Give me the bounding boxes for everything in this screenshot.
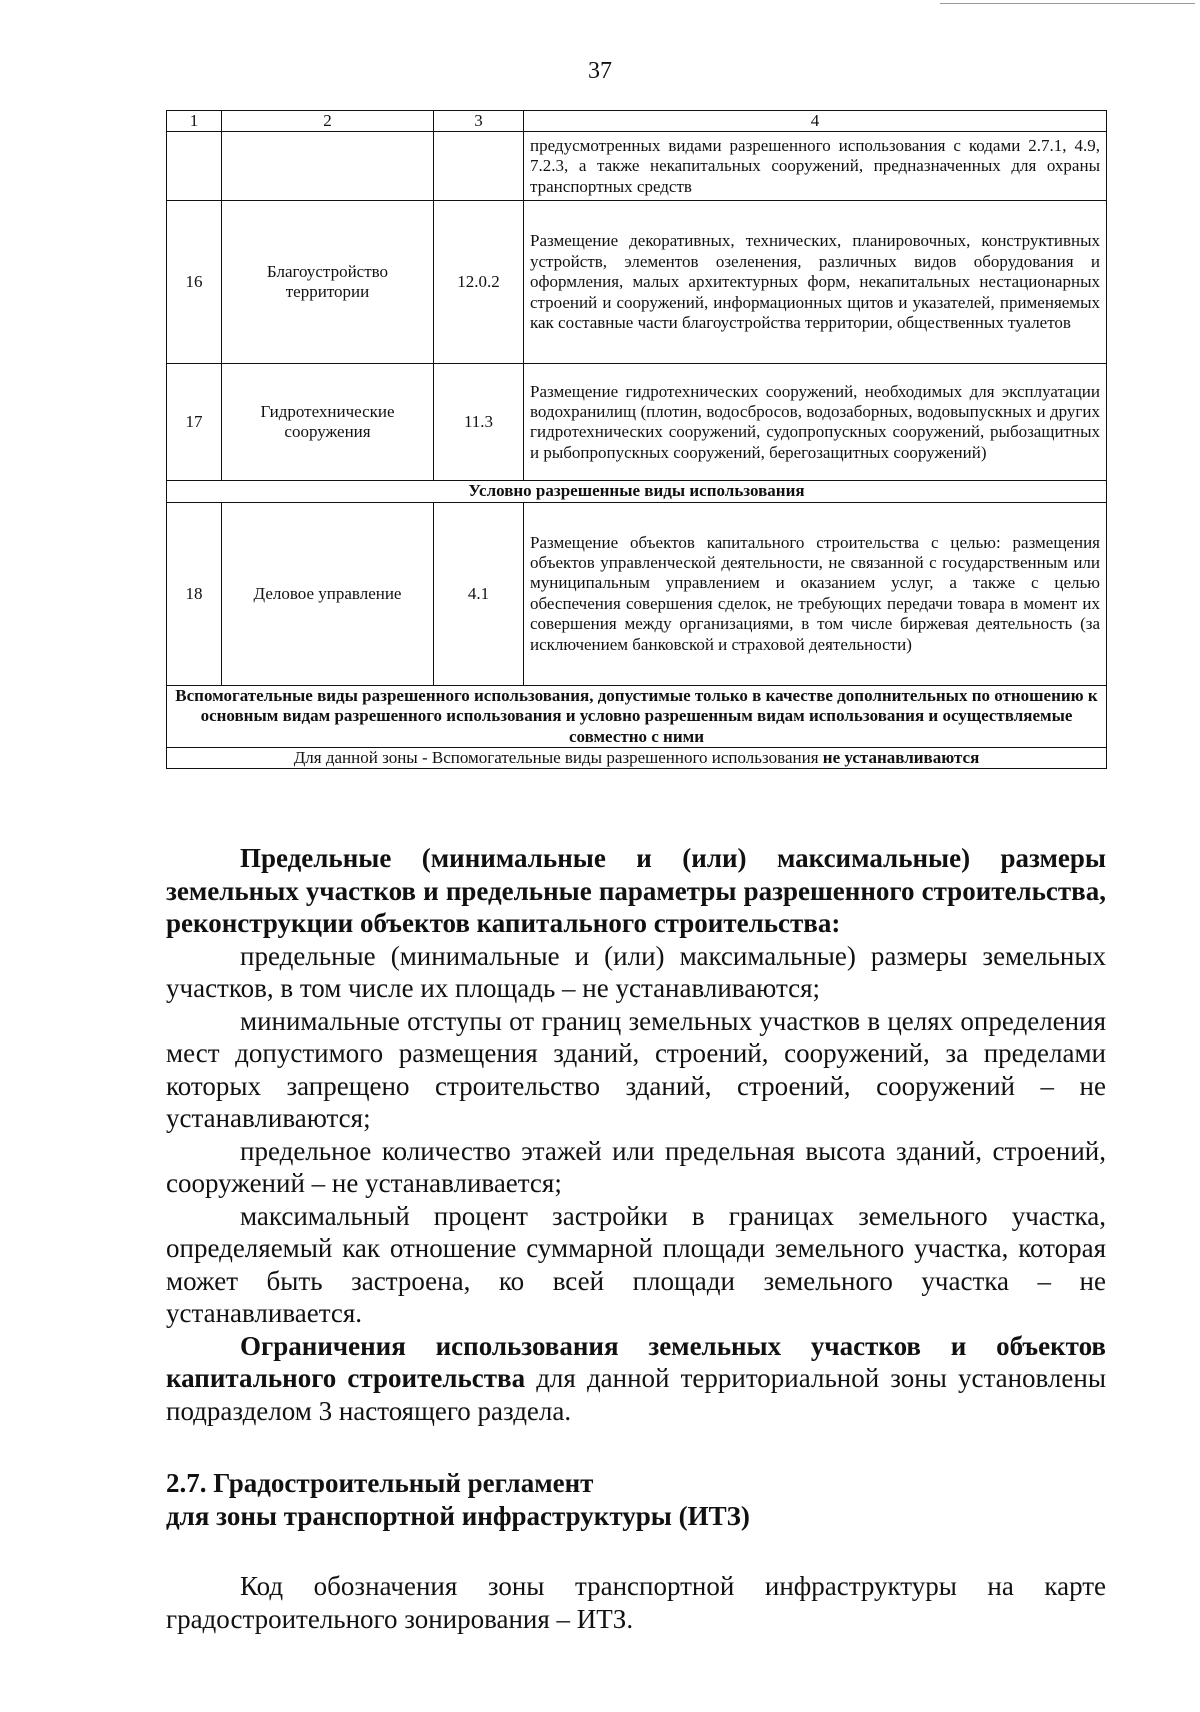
row-number: 16 — [167, 201, 222, 364]
row-num-cell — [167, 132, 222, 201]
restrictions-paragraph — [166, 1330, 1106, 1428]
section-heading-row — [167, 481, 1107, 502]
auxiliary-note-text: Для данной зоны - Вспомогательные виды разрешенного использования — [293, 747, 819, 767]
scan-edge-mark — [940, 3, 1195, 4]
row-number: 18 — [167, 502, 222, 685]
table-row — [167, 502, 1107, 685]
auxiliary-note — [167, 747, 1107, 768]
limits-heading: Предельные (минимальные и (или) максимальные) размеры земельных участков и предельные параметры разрешенного строительства, реконструкции объектов капитального строительства: — [166, 843, 1106, 938]
use-description: Размещение декоративных, технических, планировочных, конструктивных устройств, элементов озеленения, различных видов оборудования и оформления, малых архитектурных форм, некапитальных нестационарных строений и сооружений, информационных щитов и указателей, применяемых как составные части благоустройства территории, общественных туалетов — [524, 201, 1107, 364]
zoning-table — [166, 110, 1107, 769]
use-name: Благоустройство территории — [222, 201, 434, 364]
use-name: Деловое управление — [222, 502, 434, 685]
column-header: 4 — [524, 111, 1107, 132]
table-row — [167, 132, 1107, 201]
auxiliary-uses-heading: Вспомогательные виды разрешенного использования, допустимые только в качестве дополнительных по отношению к основным видам разрешенного использования и условно разрешенным видам использования и осуществляемые совместно с ними — [167, 685, 1107, 747]
column-header: 3 — [434, 111, 524, 132]
continuation-description: предусмотренных видами разрешенного использования с кодами 2.7.1, 4.9, 7.2.3, а также некапитальных сооружений, предназначенных для охраны транспортных средств — [524, 132, 1107, 201]
section-heading-row — [167, 685, 1107, 747]
table-header-row — [167, 111, 1107, 132]
page-number: 37 — [588, 58, 612, 84]
zone-code-paragraph: Код обозначения зоны транспортной инфраструктуры на карте градостроительного зонирования – ИТЗ. — [166, 1571, 1106, 1634]
use-code: 11.3 — [434, 364, 524, 481]
column-header: 1 — [167, 111, 222, 132]
table-row — [167, 201, 1107, 364]
paragraph: максимальный процент застройки в границах земельного участка, определяемый как отношение суммарной площади земельного участка, которая может быть застроена, ко всей площади земельного участка – не устанавливается. — [166, 1200, 1106, 1328]
paragraph: предельное количество этажей или предельная высота зданий, строений, сооружений – не устанавливается; — [166, 1135, 1106, 1198]
section-title — [166, 1467, 1106, 1532]
column-header: 2 — [222, 111, 434, 132]
section-title-line1: 2.7. Градостроительный регламент — [166, 1468, 594, 1498]
use-code: 12.0.2 — [434, 201, 524, 364]
table-row — [167, 364, 1107, 481]
restrictions-text: для данной территориальной зоны установлены подразделом 3 настоящего раздела. — [166, 1363, 1106, 1426]
row-name-cell — [222, 132, 434, 201]
row-code-cell — [434, 132, 524, 201]
section-title-line2: для зоны транспортной инфраструктуры (ИТЗ) — [166, 1500, 750, 1531]
regulation-text — [166, 842, 1106, 1635]
auxiliary-note-emphasis: не устанавливаются — [822, 747, 980, 767]
use-description: Размещение гидротехнических сооружений, необходимых для эксплуатации водохранилищ (плотин, водосбросов, водозаборных, водовыпускных и других гидротехнических сооружений, судопропускных сооружений, рыбозащитных и рыбопропускных сооружений, берегозащитных сооружений) — [524, 364, 1107, 481]
row-number: 17 — [167, 364, 222, 481]
paragraph: предельные (минимальные и (или) максимальные) размеры земельных участков, в том числе их площадь – не устанавливаются; — [166, 940, 1106, 1003]
conditional-uses-heading: Условно разрешенные виды использования — [167, 481, 1107, 502]
use-name: Гидротехнические сооружения — [222, 364, 434, 481]
paragraph: минимальные отступы от границ земельных участков в целях определения мест допустимого размещения зданий, строений, сооружений, за пределами которых запрещено строительство зданий, строений, сооружений – не устанавливаются; — [166, 1005, 1106, 1133]
restrictions-bold: Ограничения использования земельных участков и объектов капитального строительства — [166, 1330, 1106, 1393]
use-code: 4.1 — [434, 502, 524, 685]
note-row — [167, 747, 1107, 768]
use-description: Размещение объектов капитального строительства с целью: размещения объектов управленческой деятельности, не связанной с государственным или муниципальным управлением и оказанием услуг, а также с целью обеспечения совершения сделок, не требующих передачи товара в момент их совершения между организациями, в том числе биржевая деятельность (за исключением банковской и страховой деятельности) — [524, 502, 1107, 685]
